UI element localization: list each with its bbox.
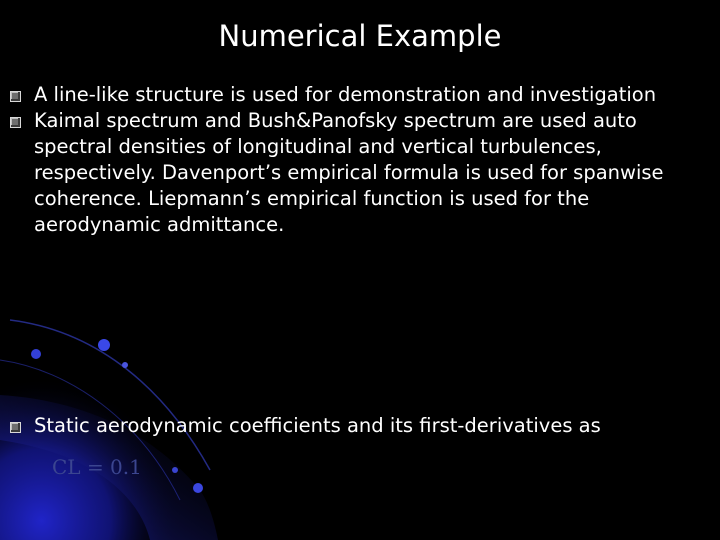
formula-fragment: CL = 0.1	[52, 455, 142, 479]
decoration-dot	[193, 483, 203, 493]
bullet-text: A line-like structure is used for demonstration and investigation	[34, 83, 657, 106]
hollow-square-bullet-icon	[10, 413, 34, 433]
bullet-item	[10, 82, 710, 108]
hollow-square-bullet-icon	[10, 82, 34, 102]
bullet-item	[10, 108, 710, 238]
bullet-list	[10, 82, 710, 238]
decoration-dot	[122, 362, 128, 368]
decoration-dot	[31, 349, 41, 359]
slide-title: Numerical Example	[218, 19, 502, 53]
decoration-dot	[172, 467, 178, 473]
bullet-text: Static aerodynamic coefficients and its first-derivatives as	[34, 414, 601, 437]
bullet-text: Kaimal spectrum and Bush&Panofsky spectrum are used auto spectral densities of longitudinal and vertical turbulences, respectively. Davenport’s empirical formula is used for spanwise coherence. Liepmann’s empirical function is used for the aerodynamic admittance.	[34, 109, 664, 236]
bullet-item-bottom	[10, 413, 710, 439]
hollow-square-bullet-icon	[10, 108, 34, 128]
decoration-dot	[98, 339, 110, 351]
